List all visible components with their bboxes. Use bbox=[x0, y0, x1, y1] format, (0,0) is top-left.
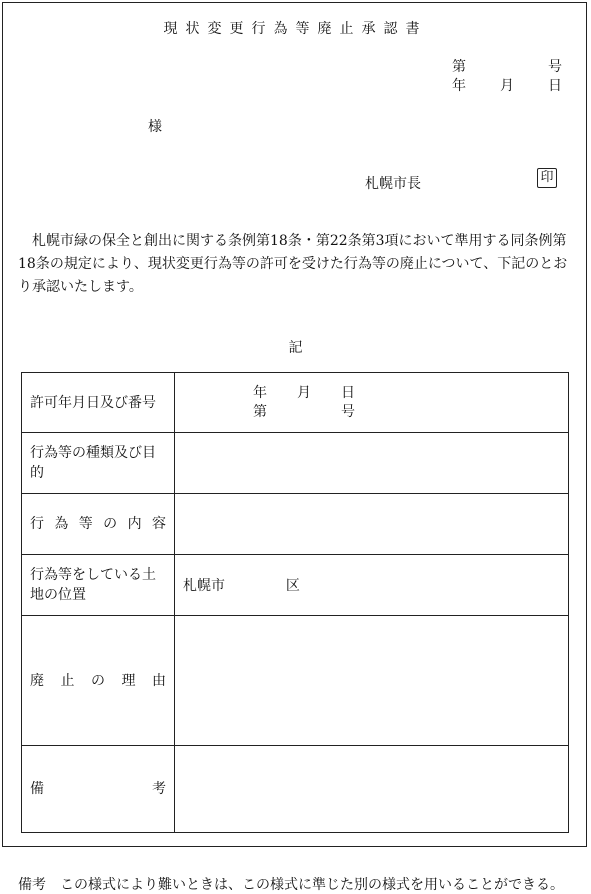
action-content-cell[interactable] bbox=[175, 494, 569, 555]
footnote bbox=[18, 874, 564, 894]
table-row bbox=[22, 616, 569, 746]
land-location-cell[interactable] bbox=[175, 555, 569, 616]
table-row bbox=[22, 494, 569, 555]
permit-year: 年 bbox=[253, 384, 267, 401]
cancellation-reason-label: 廃 止 の 理 由 bbox=[22, 616, 175, 746]
date-year: 年 bbox=[452, 78, 466, 94]
number-prefix: 第 bbox=[452, 59, 466, 75]
document-number-block bbox=[452, 58, 562, 96]
permit-day: 日 bbox=[341, 384, 355, 401]
date-day: 日 bbox=[548, 78, 562, 94]
document-title: 現状変更行為等廃止承認書 bbox=[163, 21, 428, 37]
ki-heading: 記 bbox=[288, 340, 303, 356]
footnote-text: この様式により難いときは、この様式に準じた別の様式を用いることができる。 bbox=[60, 877, 564, 893]
permit-date-number-label: 許可年月日及び番号 bbox=[22, 373, 175, 433]
seal-mark: 印 bbox=[537, 168, 557, 188]
action-type-purpose-cell[interactable] bbox=[175, 433, 569, 494]
cancellation-reason-cell[interactable] bbox=[175, 616, 569, 746]
table-row bbox=[22, 373, 569, 433]
issuer-name: 札幌市長 bbox=[365, 176, 421, 192]
document-number-row bbox=[452, 58, 562, 77]
approval-table bbox=[21, 372, 569, 833]
remarks-cell[interactable] bbox=[175, 746, 569, 833]
remarks-label: 備 考 bbox=[22, 746, 175, 833]
land-location-label: 行為等をしている土地の位置 bbox=[22, 555, 175, 616]
addressee-suffix: 様 bbox=[148, 119, 162, 135]
permit-number-prefix: 第 bbox=[253, 403, 267, 420]
action-content-label: 行 為 等 の 内 容 bbox=[22, 494, 175, 555]
action-type-purpose-label: 行為等の種類及び目的 bbox=[22, 433, 175, 494]
permit-number-suffix: 号 bbox=[341, 403, 355, 420]
location-city: 札幌市 bbox=[183, 578, 225, 594]
location-ward: 区 bbox=[285, 578, 300, 594]
number-suffix: 号 bbox=[548, 59, 562, 75]
footnote-head: 備考 bbox=[18, 877, 46, 893]
document-date-row bbox=[452, 77, 562, 96]
table-row bbox=[22, 433, 569, 494]
permit-date-number-cell[interactable] bbox=[175, 373, 569, 433]
table-row bbox=[22, 555, 569, 616]
permit-month: 月 bbox=[297, 384, 311, 401]
approval-body-text: 札幌市緑の保全と創出に関する条例第18条・第22条第3項において準用する同条例第18条の規定により、現状変更行為等の許可を受けた行為等の廃止について、下記のとおり承認いたします。 bbox=[18, 233, 568, 295]
table-row bbox=[22, 746, 569, 833]
date-month: 月 bbox=[500, 78, 514, 94]
